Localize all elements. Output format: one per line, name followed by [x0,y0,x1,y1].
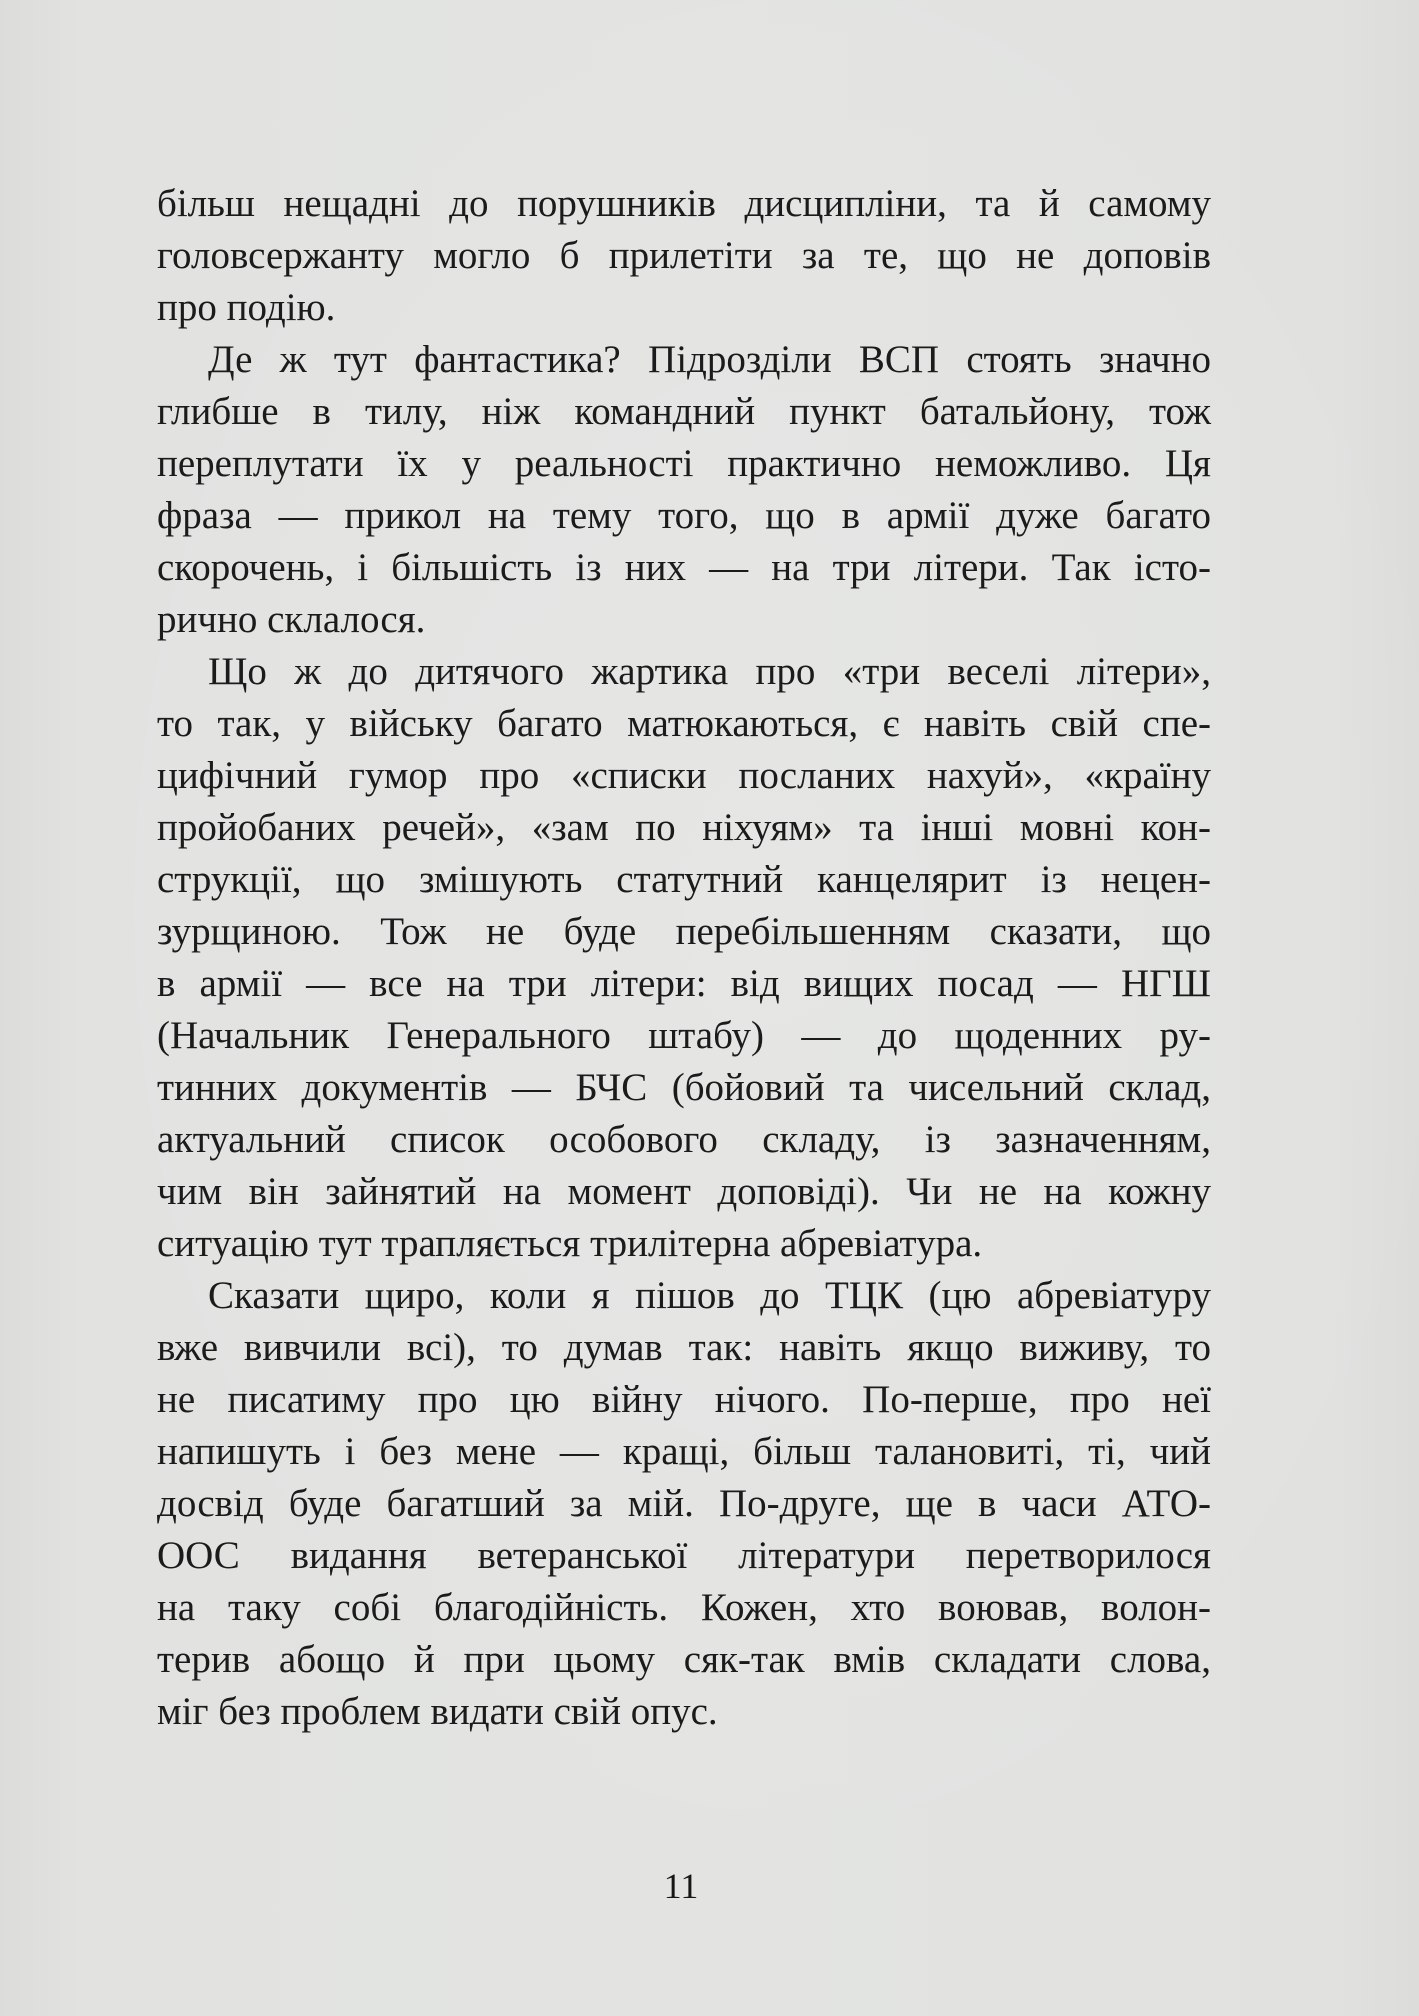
paragraph-start-line: Де ж тут фантастика? Підрозділи ВСП стоять значно [208,338,1211,381]
text-line: в армії — все на три літери: від вищих посад — НГШ [157,962,1211,1005]
text-line: зурщиною. Тож не буде перебільшенням сказати, що [157,910,1211,953]
page-number: 11 [663,1866,699,1906]
text-line: не писатиму про цю війну нічого. По-перше, про неї [157,1378,1211,1421]
text-line: скорочень, і більшість із них — на три літери. Так істо- [157,546,1211,589]
text-line: цифічний гумор про «списки посланих нахуй», «країну [157,754,1211,797]
text-line: рично склалося. [157,598,426,641]
body-text [157,178,1211,1738]
text-line: глибше в тилу, ніж командний пункт батальйону, тож [157,390,1211,433]
text-line: ситуацію тут трапляється трилітерна абревіатура. [157,1222,983,1265]
paragraph-start-line: Сказати щиро, коли я пішов до ТЦК (цю абревіатуру [208,1274,1211,1317]
text-line: фраза — прикол на тему того, що в армії дуже багато [157,494,1211,537]
text-line: (Начальник Генерального штабу) — до щоденних ру- [157,1014,1211,1057]
text-line: терив абощо й при цьому сяк-так вмів складати слова, [157,1638,1211,1681]
text-line: міг без проблем видати свій опус. [157,1690,718,1733]
text-line: то так, у війську багато матюкаються, є навіть свій спе- [157,702,1211,745]
text-line: переплутати їх у реальності практично неможливо. Ця [157,442,1211,485]
text-line: пройобаних речей», «зам по ніхуям» та інші мовні кон- [157,806,1211,849]
text-line: напишуть і без мене — кращі, більш талановиті, ті, чий [157,1430,1211,1473]
paragraph-start-line: Що ж до дитячого жартика про «три веселі літери», [208,650,1211,693]
text-line: чим він зайнятий на момент доповіді). Чи не на кожну [157,1170,1211,1213]
text-line: актуальний список особового складу, із зазначенням, [157,1118,1211,1161]
text-line: про подію. [157,286,336,329]
text-line: струкції, що змішують статутний канцелярит із нецен- [157,858,1211,901]
text-line: на таку собі благодійність. Кожен, хто воював, волон- [157,1586,1211,1629]
text-line: досвід буде багатший за мій. По-друге, ще в часи АТО- [157,1482,1211,1525]
text-line: ООС видання ветеранської літератури перетворилося [157,1534,1211,1577]
text-line: більш нещадні до порушників дисципліни, та й самому [157,182,1211,225]
text-line: тинних документів — БЧС (бойовий та чисельний склад, [157,1066,1211,1109]
text-line: вже вивчили всі), то думав так: навіть якщо виживу, то [157,1326,1211,1369]
text-line: головсержанту могло б прилетіти за те, що не доповів [157,234,1211,277]
